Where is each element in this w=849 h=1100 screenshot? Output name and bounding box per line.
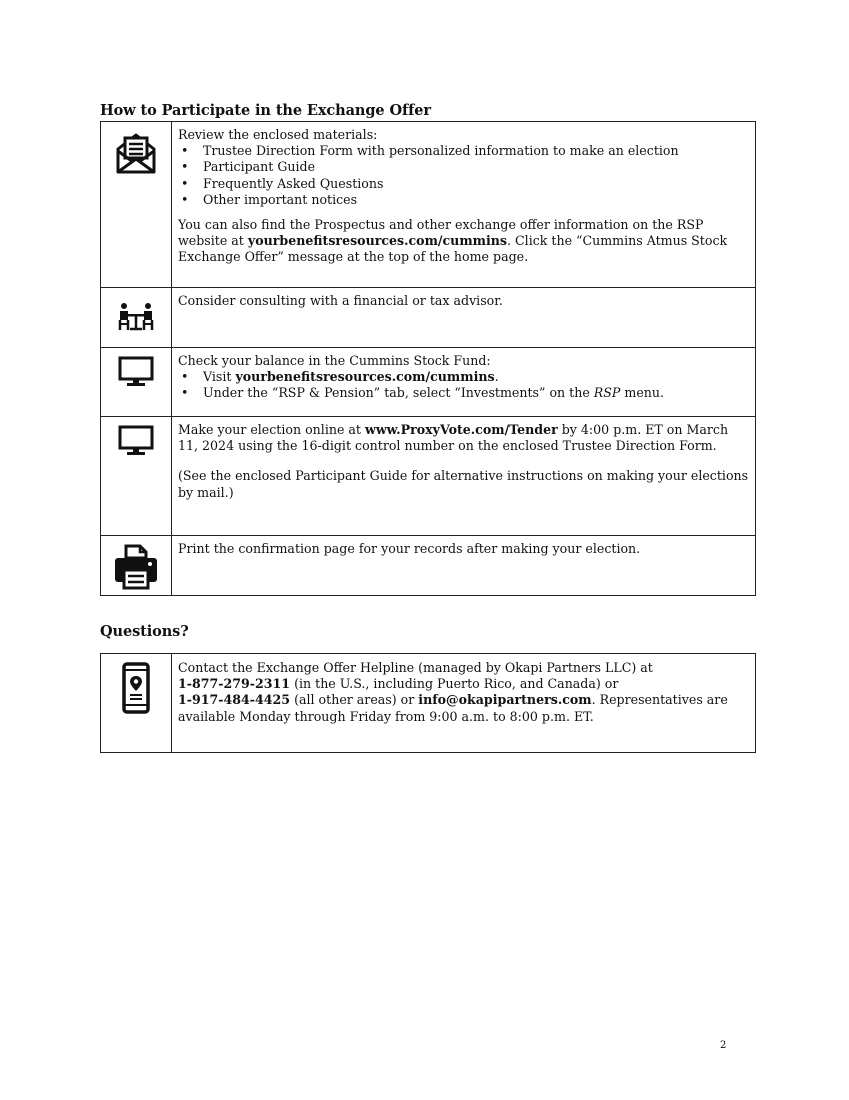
materials-list [178, 143, 749, 208]
benefits-website-link[interactable]: yourbenefitsresources.com/cummins [247, 233, 508, 249]
availability-text: . Representatives are available Monday through Friday from 9:00 a.m. to 8:00 p.m. ET. [178, 692, 728, 724]
questions-table [100, 653, 756, 753]
page-number: 2 [720, 1040, 727, 1051]
step-icon-cell [101, 288, 172, 348]
prospectus-text-b: . Click the “Cummins Atmus Stock Exchange Offer” message at the top of the home page. [178, 233, 728, 265]
step-icon-cell [101, 348, 172, 417]
menu-text: menu. [620, 385, 665, 401]
computer-monitor-icon [118, 356, 154, 388]
envelope-letter-icon [114, 130, 158, 176]
step-text-cell [172, 417, 756, 536]
list-item: • Trustee Direction Form with personalized information to make an election [178, 143, 749, 159]
period-text: . [494, 369, 499, 385]
us-phone-note: (in the U.S., including Puerto Rico, and Canada) or [290, 676, 619, 692]
advisor-text: Consider consulting with a financial or tax advisor. [178, 293, 503, 308]
visit-text: Visit [203, 369, 236, 385]
email-link[interactable]: info@okapipartners.com [418, 692, 592, 708]
intl-phone-number[interactable]: 1-917-484-4425 [178, 692, 291, 708]
list-item [178, 369, 749, 385]
step-icon-cell [101, 122, 172, 288]
mobile-phone-icon [121, 662, 151, 714]
step-review-materials [101, 122, 756, 288]
benefits-website-link[interactable]: yourbenefitsresources.com/cummins [235, 369, 495, 385]
us-phone-number[interactable]: 1-877-279-2311 [178, 676, 291, 692]
step-text-cell [172, 348, 756, 417]
balance-steps-list [178, 369, 749, 401]
step-text-cell [172, 288, 756, 348]
list-item: • Frequently Asked Questions [178, 176, 749, 192]
step-make-election [101, 417, 756, 536]
step-icon-cell [101, 536, 172, 596]
heading-questions: Questions? [100, 623, 189, 640]
election-text-post: by 4:00 p.m. ET on March 11, 2024 using the 16-digit control number on the enclosed Trustee Direction Form. [178, 422, 729, 454]
helpline-paragraph [178, 660, 749, 725]
balance-intro: Check your balance in the Cummins Stock Fund: [178, 353, 491, 368]
step-check-balance [101, 348, 756, 417]
helpline-row [101, 654, 756, 753]
computer-monitor-icon [118, 425, 154, 457]
step-text-cell [172, 536, 756, 596]
step-consult-advisor [101, 288, 756, 348]
step-icon-cell [101, 654, 172, 753]
list-item [178, 385, 749, 401]
printer-icon [112, 542, 160, 590]
advisor-meeting-icon [116, 302, 156, 332]
election-text-pre: Make your election online at [178, 422, 365, 437]
heading-how-to-participate: How to Participate in the Exchange Offer [100, 102, 431, 119]
helpline-intro: Contact the Exchange Offer Helpline (managed by Okapi Partners LLC) at [178, 660, 653, 675]
proxyvote-link[interactable]: www.ProxyVote.com/Tender [364, 422, 558, 437]
step-text-cell [172, 654, 756, 753]
print-text: Print the confirmation page for your records after making your election. [178, 541, 641, 556]
step-print-confirmation [101, 536, 756, 596]
list-item: • Participant Guide [178, 159, 749, 175]
prospectus-text-a: You can also find the Prospectus and other exchange offer information on the RSP website at [178, 217, 704, 249]
tab-instruction-text: Under the “RSP & Pension” tab, select “Investments” on the [203, 385, 594, 401]
participation-steps-table [100, 121, 756, 596]
election-paragraph [178, 422, 749, 454]
list-item: • Other important notices [178, 192, 749, 208]
step-icon-cell [101, 417, 172, 536]
step-text-cell [172, 122, 756, 288]
review-intro: Review the enclosed materials: [178, 127, 378, 142]
rsp-menu-text: RSP [593, 385, 621, 401]
other-areas-text: (all other areas) or [290, 692, 419, 708]
prospectus-paragraph [178, 217, 749, 266]
mail-election-note: (See the enclosed Participant Guide for alternative instructions on making your elections by mail.) [178, 468, 749, 500]
